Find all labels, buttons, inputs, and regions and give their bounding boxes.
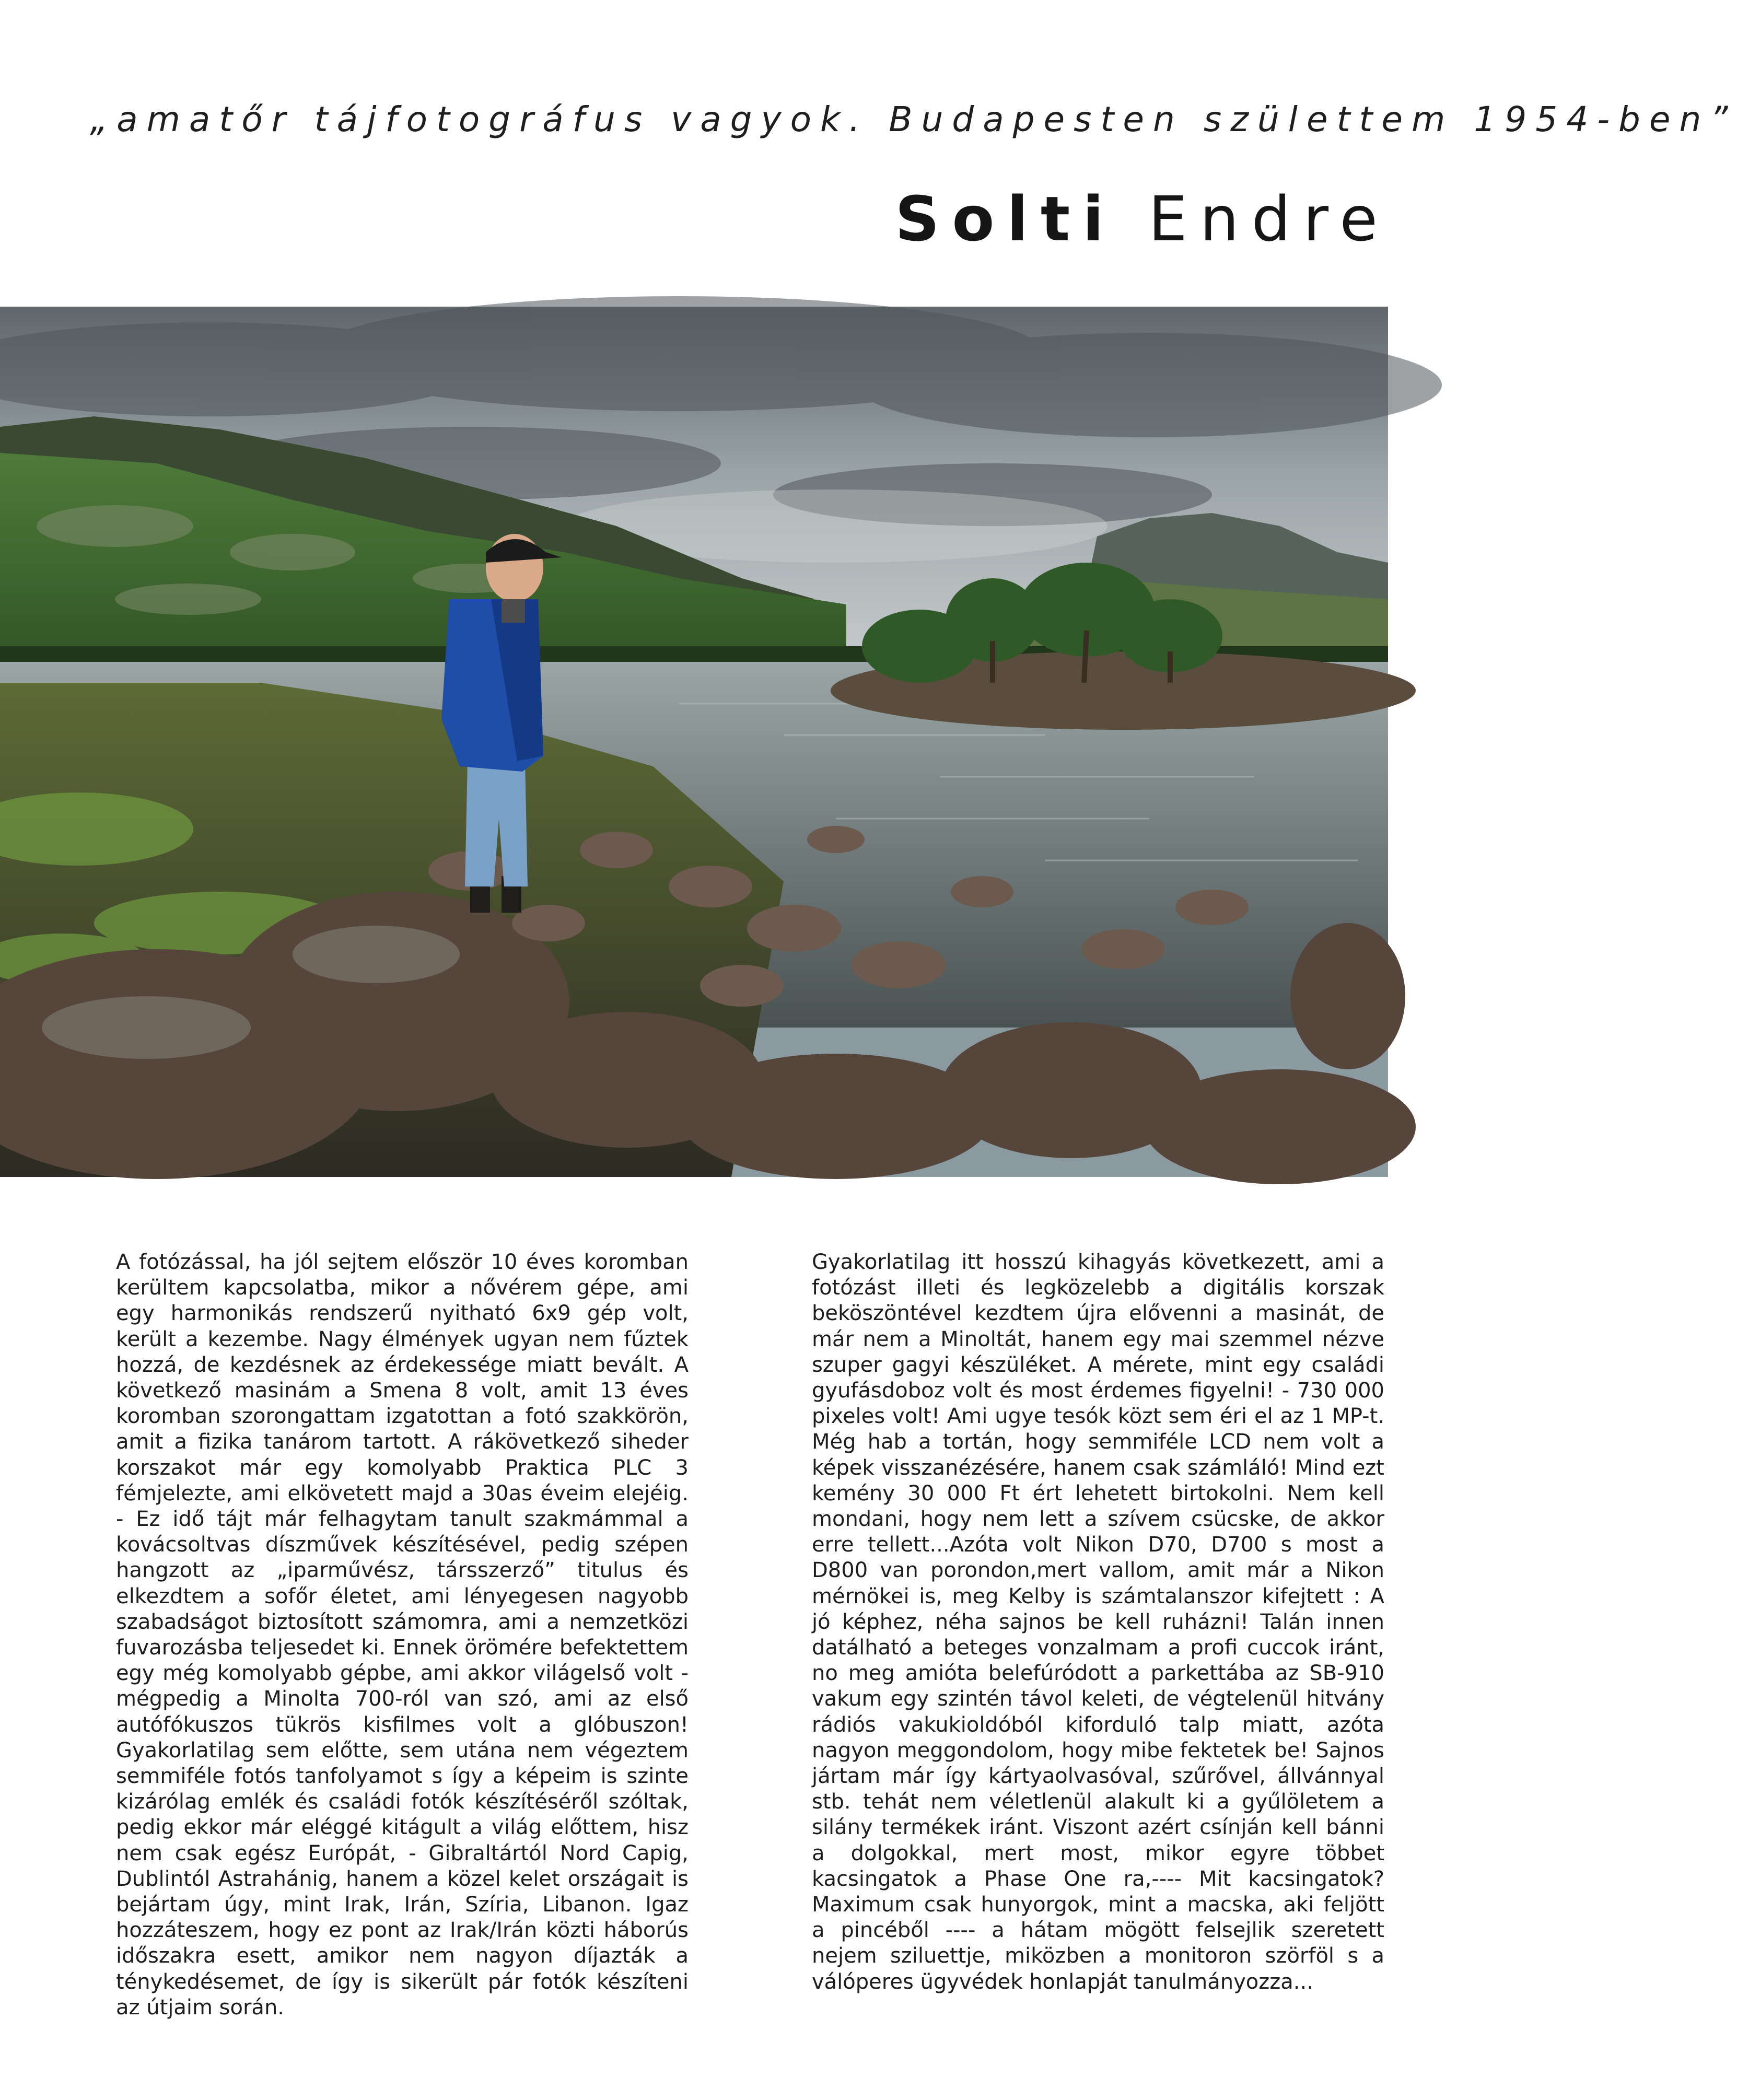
- header-quote: „amatőr tájfotográfus vagyok. Budapesten születtem 1954-ben”: [90, 99, 1737, 139]
- article-right-column: Gyakorlatilag itt hosszú kihagyás következett, ami a fotózást illeti és legközelebb a digitális korszak beköszöntével kezdtem újra elővenni a masinát, de már nem a Minoltát, hanem egy mai szemmel nézve szuper gagyi készüléket. A mérete, mint egy családi gyufásdoboz volt és most érdemes figyelni! - 730 000 pixeles volt! Ami ugye tesók közt sem éri el az 1 MP-t. Még hab a tortán, hogy semmiféle LCD nem volt a képek visszanézésére, hanem csak számláló! Mind ezt kemény 30 000 Ft ért lehetett birtokolni. Nem kell mondani, hogy nem lett a szívem csücske, de akkor erre tellett...Azóta volt Nikon D70, D700 s most a D800 van porondon,mert vallom, amit már a Nikon mérnökei is, meg Kelby is számtalanszor kifejtett : A jó képhez, néha sajnos be kell ruházni! Talán innen datálható a beteges vonzalmam a profi cuccok iránt, no meg amióta belefúródott a parkettába az SB-910 vakum egy szintén távol keleti, de végtelenül hitvány rádiós vakukioldóból kiforduló talp miatt, azóta nagyon meggondolom, hogy mibe fektetek be! Sajnos jártam már így kártyaolvasóval, szűrővel, állvánnyal stb. tehát nem véletlenül alakult ki a gyűlöletem a silány termékek iránt. Viszont azért csínján kell bánni a dolgokkal, mert most, mikor egyre többet kacsingatok a Phase One ra,---- Mit kacsingatok? Maximum csak hunyorgok, mint a macska, aki feljött a pincéből ---- a hátam mögött felsejlik szeretett nejem sziluettje, miközben a monitoron szörföl s a válóperes ügyvédek honlapját tanulmányozza...: [812, 1250, 1384, 1994]
- author-surname: Solti: [895, 183, 1116, 255]
- article-left-column: A fotózással, ha jól sejtem először 10 éves koromban kerültem kapcsolatba, mikor a nővérem gépe, ami egy harmonikás rendszerű nyitható 6x9 gép volt, került a kezembe. Nagy élmények ugyan nem fűztek hozzá, de kezdésnek az érdekessége miatt bevált. A következő masinám a Smena 8 volt, amit 13 éves koromban szorongattam izgatottan a fotó szakkörön, amit a fizika tanárom tartott. A rákövetkező siheder korszakot már egy komolyabb Praktica PLC 3 fémjelezte, ami elkövetett majd a 30as éveim elejéig. - Ez idő tájt már felhagytam tanult szakmámmal a kovácsoltvas díszművek készítésével, pedig szépen hangzott az „iparművész, társszerző” titulus és elkezdtem a sofőr életet, ami lényegesen nagyobb szabadságot biztosított számomra, ami a nemzetközi fuvarozásba teljesedet ki. Ennek örömére befektettem egy még komolyabb gépbe, ami akkor világelső volt - mégpedig a Minolta 700-ról van szó, ami az első autófókuszos tükrös kisfilmes volt a glóbuszon! Gyakorlatilag sem előtte, sem utána nem végeztem semmiféle fotós tanfolyamot s így a képeim is szinte kizárólag emlék és családi fotók készítéséről szóltak, pedig ekkor már eléggé kitágult a világ előttem, hisz nem csak egész Európát, - Gibraltártól Nord Capig, Dublintól Astrahánig, hanem a közel kelet országait is bejártam úgy, mint Irak, Irán, Szíria, Libanon. Igaz hozzáteszem, hogy ez pont az Irak/Irán közti háborús időszakra esett, amikor nem nagyon díjazták a ténykedésemet, de így is sikerült pár fotók készíteni az útjaim során.: [116, 1250, 689, 2020]
- landscape-photo: [0, 307, 1388, 1177]
- author-given-name: Endre: [1148, 183, 1390, 255]
- author-name: [895, 183, 1390, 255]
- landscape-photo-illustration: [0, 307, 1388, 1177]
